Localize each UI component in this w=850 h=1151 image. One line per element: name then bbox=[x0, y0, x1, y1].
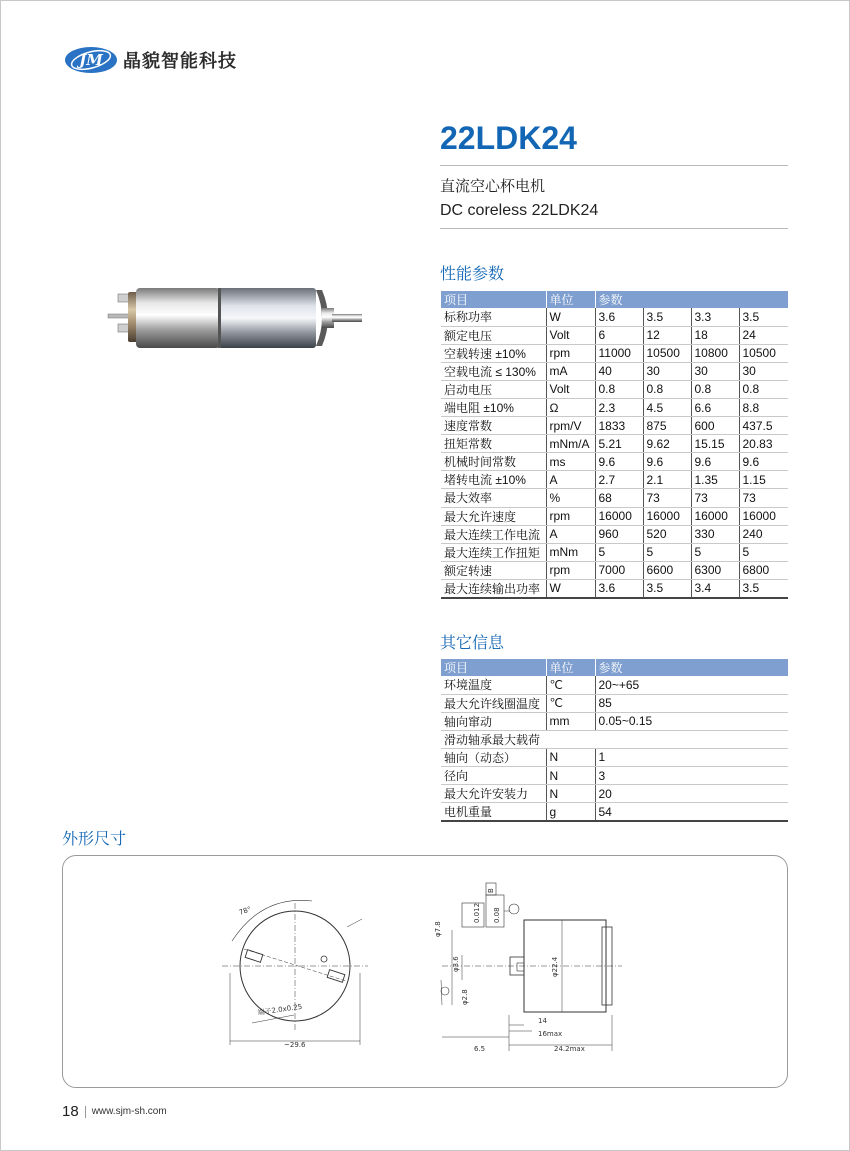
row-value: 2.3 bbox=[595, 398, 643, 416]
other-title: 其它信息 bbox=[440, 633, 505, 652]
row-label: 电机重量 bbox=[441, 803, 546, 822]
row-value: 15.15 bbox=[691, 435, 739, 453]
jm-logo-icon bbox=[63, 44, 119, 76]
performance-table bbox=[441, 291, 788, 599]
row-value: 73 bbox=[643, 489, 691, 507]
row-label: 环境温度 bbox=[441, 676, 546, 694]
row-unit: % bbox=[546, 489, 595, 507]
row-value: 68 bbox=[595, 489, 643, 507]
row-label: 空载电流 ≤ 130% bbox=[441, 362, 546, 380]
row-unit: Volt bbox=[546, 326, 595, 344]
row-unit: ℃ bbox=[546, 676, 595, 694]
row-value: 10800 bbox=[691, 344, 739, 362]
row-unit: A bbox=[546, 471, 595, 489]
svg-text:JM: JM bbox=[79, 51, 103, 69]
row-value: 7000 bbox=[595, 561, 643, 579]
table-row bbox=[441, 785, 788, 803]
row-value: 73 bbox=[691, 489, 739, 507]
row-value: 20 bbox=[595, 785, 788, 803]
row-value: 30 bbox=[643, 362, 691, 380]
dim-angle: 78° bbox=[237, 905, 253, 917]
row-label: 启动电压 bbox=[441, 380, 546, 398]
dim-body: φ22.4 bbox=[551, 956, 559, 977]
row-value: 24 bbox=[739, 326, 788, 344]
row-value: 3.5 bbox=[643, 579, 691, 598]
table-row bbox=[441, 362, 788, 380]
row-label: 径向 bbox=[441, 766, 546, 784]
table-row bbox=[441, 380, 788, 398]
row-unit: mNm bbox=[546, 543, 595, 561]
table-row bbox=[441, 561, 788, 579]
row-value: 54 bbox=[595, 803, 788, 822]
row-value: 11000 bbox=[595, 344, 643, 362]
title-rule bbox=[440, 165, 788, 166]
row-value: 40 bbox=[595, 362, 643, 380]
header-unit: 单位 bbox=[546, 291, 595, 308]
dim-shaft: φ3.6 bbox=[452, 956, 460, 972]
table-row bbox=[441, 435, 788, 453]
row-value: 85 bbox=[595, 694, 788, 712]
brand-logo bbox=[63, 44, 237, 76]
dim-datum: B bbox=[487, 888, 495, 893]
row-value: 16000 bbox=[595, 507, 643, 525]
row-unit: N bbox=[546, 785, 595, 803]
table-row bbox=[441, 579, 788, 598]
performance-title: 性能参数 bbox=[440, 264, 505, 283]
row-unit: ℃ bbox=[546, 694, 595, 712]
row-value: 2.1 bbox=[643, 471, 691, 489]
table-row bbox=[441, 308, 788, 326]
row-value: 18 bbox=[691, 326, 739, 344]
row-unit: W bbox=[546, 579, 595, 598]
row-value: 3.5 bbox=[739, 579, 788, 598]
dim-tol-2: 0.08 bbox=[493, 907, 501, 923]
subtitle-cn: 直流空心杯电机 bbox=[440, 177, 546, 195]
row-value: 30 bbox=[691, 362, 739, 380]
row-value: 3.6 bbox=[595, 579, 643, 598]
row-value: 12 bbox=[643, 326, 691, 344]
row-label: 速度常数 bbox=[441, 417, 546, 435]
row-value: 9.62 bbox=[643, 435, 691, 453]
website-link[interactable]: www.sjm-sh.com bbox=[91, 1106, 167, 1117]
row-label: 滑动轴承最大载荷 bbox=[441, 730, 546, 748]
row-value: 10500 bbox=[643, 344, 691, 362]
row-unit: N bbox=[546, 766, 595, 784]
model-title: 22LDK24 bbox=[440, 120, 577, 156]
row-value: 960 bbox=[595, 525, 643, 543]
front-view bbox=[222, 900, 368, 1049]
other-table bbox=[441, 659, 788, 822]
row-value: 3.6 bbox=[595, 308, 643, 326]
header-item: 项目 bbox=[441, 291, 546, 308]
row-value: 1.15 bbox=[739, 471, 788, 489]
header-item: 项目 bbox=[441, 659, 546, 676]
row-value: 1833 bbox=[595, 417, 643, 435]
row-value: 0.8 bbox=[739, 380, 788, 398]
motor-photo bbox=[100, 272, 380, 362]
row-label: 额定转速 bbox=[441, 561, 546, 579]
header-param: 参数 bbox=[595, 291, 788, 308]
row-unit: g bbox=[546, 803, 595, 822]
table-row bbox=[441, 417, 788, 435]
table-row bbox=[441, 344, 788, 362]
row-value: 20~+65 bbox=[595, 676, 788, 694]
table-header-row bbox=[441, 291, 788, 308]
table-row bbox=[441, 489, 788, 507]
row-label: 最大连续工作扭矩 bbox=[441, 543, 546, 561]
table-row bbox=[441, 730, 788, 748]
table-row bbox=[441, 543, 788, 561]
page-footer bbox=[62, 1103, 167, 1120]
table-row bbox=[441, 676, 788, 694]
row-value: 8.8 bbox=[739, 398, 788, 416]
row-value: 9.6 bbox=[739, 453, 788, 471]
dim-mount: φ2.8 bbox=[461, 989, 469, 1005]
row-value: 600 bbox=[691, 417, 739, 435]
row-value: 30 bbox=[739, 362, 788, 380]
row-value: 73 bbox=[739, 489, 788, 507]
row-label: 最大允许线圈温度 bbox=[441, 694, 546, 712]
table-row bbox=[441, 471, 788, 489]
row-unit: Ω bbox=[546, 398, 595, 416]
row-value: 3 bbox=[595, 766, 788, 784]
row-label: 额定电压 bbox=[441, 326, 546, 344]
row-label: 轴向（动态） bbox=[441, 748, 546, 766]
row-value: 6 bbox=[595, 326, 643, 344]
row-value: 3.3 bbox=[691, 308, 739, 326]
row-value: 0.05~0.15 bbox=[595, 712, 788, 730]
row-value: 6600 bbox=[643, 561, 691, 579]
table-row bbox=[441, 803, 788, 822]
row-unit: ms bbox=[546, 453, 595, 471]
row-value: 3.5 bbox=[739, 308, 788, 326]
table-row bbox=[441, 398, 788, 416]
dimension-drawing bbox=[62, 855, 788, 1088]
row-value: 330 bbox=[691, 525, 739, 543]
row-unit: W bbox=[546, 308, 595, 326]
dimensions-title: 外形尺寸 bbox=[62, 829, 127, 848]
row-label: 扭矩常数 bbox=[441, 435, 546, 453]
row-value: 1 bbox=[595, 748, 788, 766]
row-value: 6300 bbox=[691, 561, 739, 579]
row-value: 5 bbox=[739, 543, 788, 561]
row-value: 9.6 bbox=[691, 453, 739, 471]
brand-name: 晶貌智能科技 bbox=[123, 51, 237, 72]
row-value: 5 bbox=[691, 543, 739, 561]
table-row bbox=[441, 326, 788, 344]
header-unit: 单位 bbox=[546, 659, 595, 676]
row-value: 437.5 bbox=[739, 417, 788, 435]
footer-divider bbox=[85, 1106, 86, 1118]
dim-len-4: 6.5 bbox=[474, 1045, 486, 1053]
dim-len-3: 24.2max bbox=[554, 1045, 585, 1053]
row-value: 5 bbox=[595, 543, 643, 561]
table-row bbox=[441, 507, 788, 525]
page-number: 18 bbox=[62, 1103, 79, 1120]
row-label: 堵转电流 ±10% bbox=[441, 471, 546, 489]
table-row bbox=[441, 694, 788, 712]
table-row bbox=[441, 748, 788, 766]
row-value: 16000 bbox=[691, 507, 739, 525]
row-value bbox=[595, 730, 788, 748]
row-unit bbox=[546, 730, 595, 748]
row-unit: rpm bbox=[546, 344, 595, 362]
row-unit: A bbox=[546, 525, 595, 543]
row-unit: rpm bbox=[546, 507, 595, 525]
row-value: 10500 bbox=[739, 344, 788, 362]
row-value: 16000 bbox=[643, 507, 691, 525]
row-label: 端电阻 ±10% bbox=[441, 398, 546, 416]
row-label: 最大允许安装力 bbox=[441, 785, 546, 803]
row-label: 标称功率 bbox=[441, 308, 546, 326]
row-value: 6.6 bbox=[691, 398, 739, 416]
dim-width: ~29.6 bbox=[284, 1041, 306, 1049]
row-unit: mm bbox=[546, 712, 595, 730]
table-header-row bbox=[441, 659, 788, 676]
row-value: 875 bbox=[643, 417, 691, 435]
row-value: 0.8 bbox=[691, 380, 739, 398]
table-row bbox=[441, 712, 788, 730]
row-unit: rpm/V bbox=[546, 417, 595, 435]
row-value: 2.7 bbox=[595, 471, 643, 489]
row-value: 1.35 bbox=[691, 471, 739, 489]
side-view bbox=[434, 883, 622, 1053]
row-value: 3.5 bbox=[643, 308, 691, 326]
row-value: 5 bbox=[643, 543, 691, 561]
table-row bbox=[441, 453, 788, 471]
dim-len-2: 16max bbox=[538, 1030, 563, 1038]
row-unit: N bbox=[546, 748, 595, 766]
row-value: 0.8 bbox=[595, 380, 643, 398]
row-value: 9.6 bbox=[595, 453, 643, 471]
row-value: 9.6 bbox=[643, 453, 691, 471]
dim-tol-1: 0.012 bbox=[473, 902, 481, 923]
header-param: 参数 bbox=[595, 659, 788, 676]
row-value: 4.5 bbox=[643, 398, 691, 416]
row-label: 最大连续输出功率 bbox=[441, 579, 546, 598]
table-row bbox=[441, 766, 788, 784]
row-unit: rpm bbox=[546, 561, 595, 579]
subtitle-en: DC coreless 22LDK24 bbox=[440, 202, 599, 219]
row-label: 空载转速 ±10% bbox=[441, 344, 546, 362]
row-value: 5.21 bbox=[595, 435, 643, 453]
row-unit: Volt bbox=[546, 380, 595, 398]
row-value: 6800 bbox=[739, 561, 788, 579]
row-value: 240 bbox=[739, 525, 788, 543]
row-label: 轴向窜动 bbox=[441, 712, 546, 730]
row-value: 20.83 bbox=[739, 435, 788, 453]
row-unit: mA bbox=[546, 362, 595, 380]
dim-hub: φ7.8 bbox=[434, 921, 442, 937]
row-value: 16000 bbox=[739, 507, 788, 525]
row-label: 最大效率 bbox=[441, 489, 546, 507]
row-label: 机械时间常数 bbox=[441, 453, 546, 471]
dim-terminal: 端子2.0x0.25 bbox=[257, 1002, 303, 1017]
dim-len-1: 14 bbox=[538, 1017, 547, 1025]
row-label: 最大允许速度 bbox=[441, 507, 546, 525]
row-value: 0.8 bbox=[643, 380, 691, 398]
row-value: 3.4 bbox=[691, 579, 739, 598]
row-value: 520 bbox=[643, 525, 691, 543]
row-unit: mNm/A bbox=[546, 435, 595, 453]
subtitle-rule bbox=[440, 228, 788, 229]
table-row bbox=[441, 525, 788, 543]
row-label: 最大连续工作电流 bbox=[441, 525, 546, 543]
